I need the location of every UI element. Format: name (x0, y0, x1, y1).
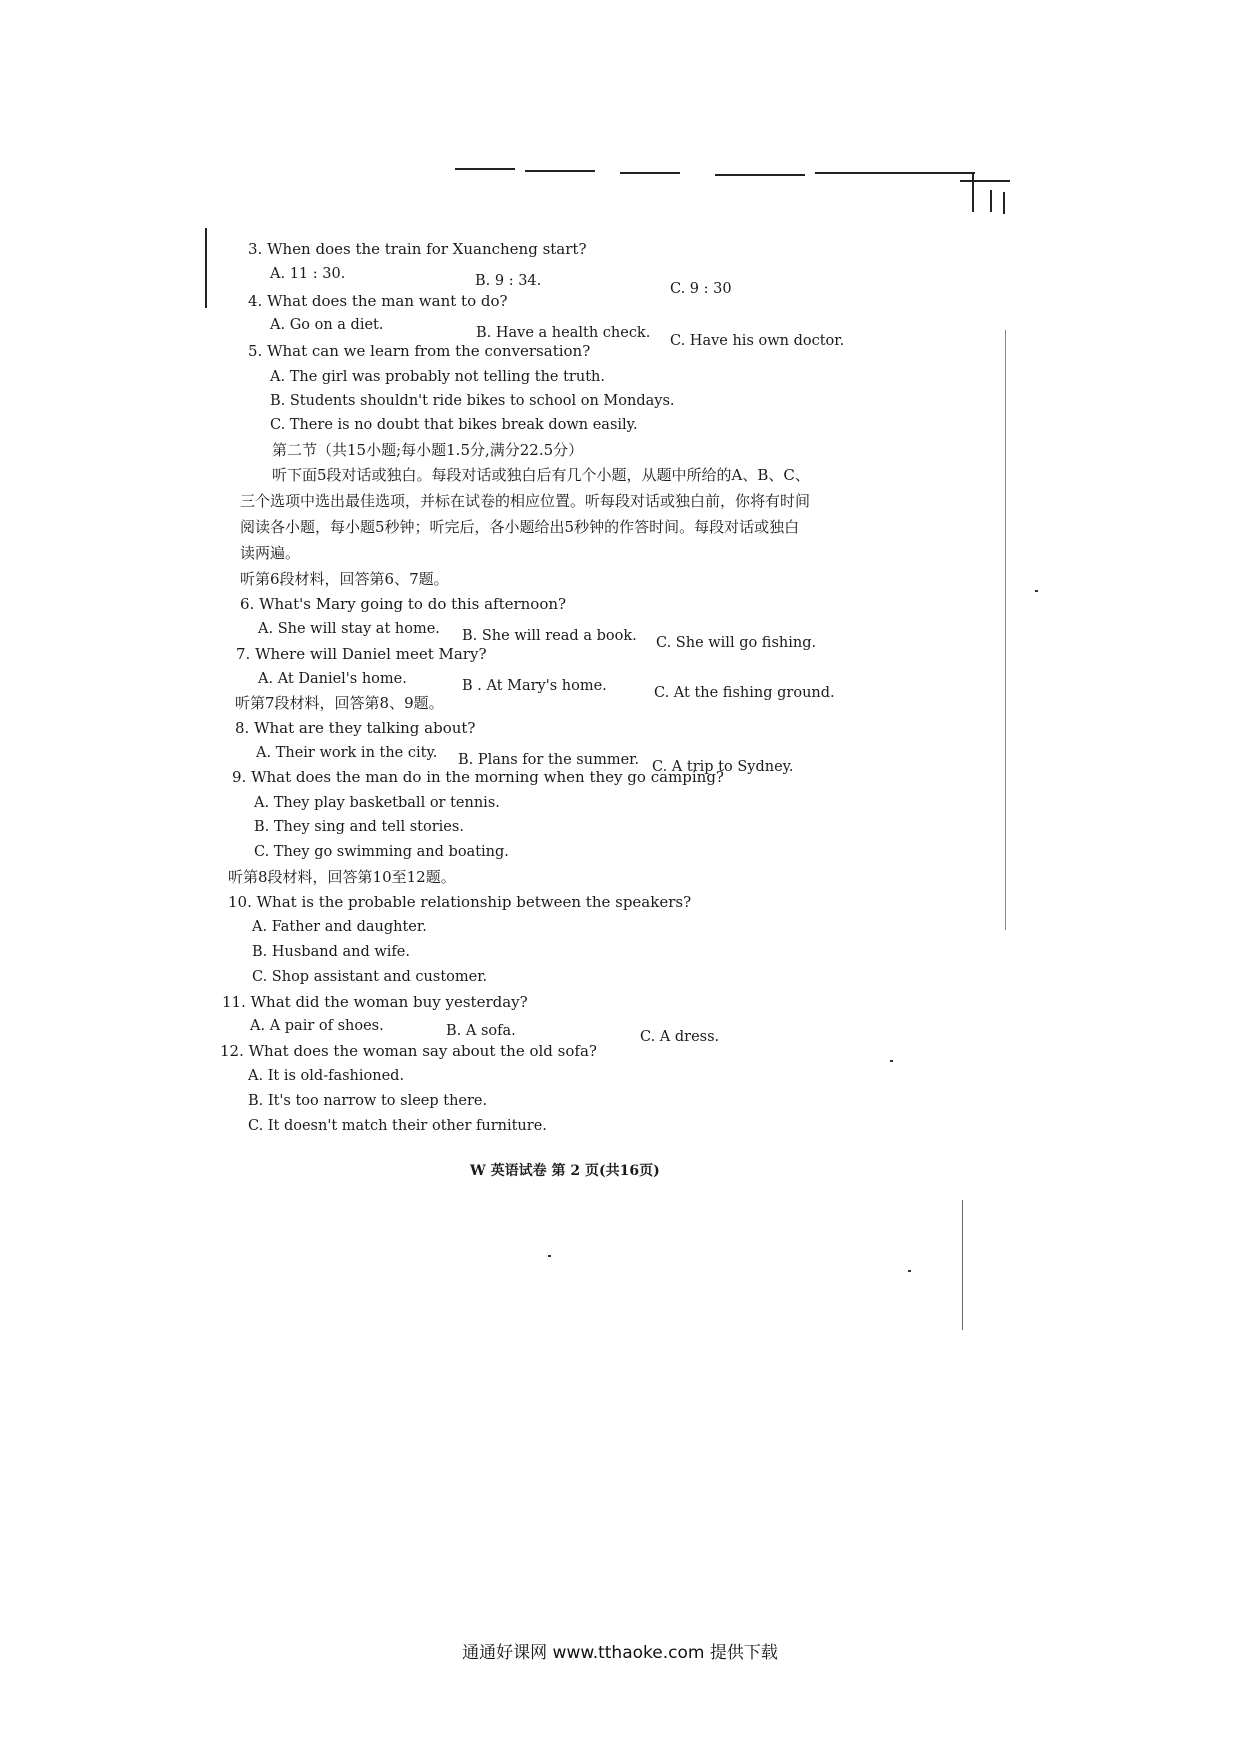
question-6-option-c: C. She will go fishing. (656, 635, 817, 651)
question-9-option-b: B. They sing and tell stories. (254, 819, 464, 835)
question-11-option-b: B. A sofa. (446, 1023, 516, 1039)
question-3-option-c: C. 9 : 30 (670, 281, 732, 297)
question-10-option-b: B. Husband and wife. (252, 944, 410, 960)
question-7-option-c: C. At the fishing ground. (654, 685, 835, 701)
material-7-instruction: 听第7段材料，回答第8、9题。 (235, 694, 444, 712)
site-footer: 通通好课网 www.tthaoke.com 提供下载 (462, 1643, 778, 1663)
material-8-instruction: 听第8段材料，回答第10至12题。 (228, 868, 456, 886)
question-5-option-a: A. The girl was probably not telling the truth. (270, 369, 605, 385)
question-12-option-c: C. It doesn't match their other furniture. (248, 1118, 547, 1134)
question-7: 7. Where will Daniel meet Mary? (236, 645, 487, 663)
section-2-title: 第二节（共15小题;每小题1.5分,满分22.5分） (272, 441, 584, 459)
question-5-option-b: B. Students shouldn't ride bikes to school on Mondays. (270, 393, 675, 409)
question-4-option-c: C. Have his own doctor. (670, 333, 845, 349)
question-8-option-a: A. Their work in the city. (256, 745, 438, 761)
question-3-option-a: A. 11 : 30. (270, 266, 346, 282)
page-footer: W 英语试卷 第 2 页(共16页) (470, 1163, 660, 1179)
question-3-option-b: B. 9 : 34. (475, 273, 542, 289)
question-4-option-b: B. Have a health check. (476, 325, 651, 341)
question-6-option-a: A. She will stay at home. (258, 621, 440, 637)
question-11: 11. What did the woman buy yesterday? (222, 993, 528, 1011)
question-12-option-a: A. It is old-fashioned. (248, 1068, 405, 1084)
question-9-option-a: A. They play basketball or tennis. (254, 795, 500, 811)
question-12: 12. What does the woman say about the old sofa? (220, 1042, 597, 1060)
section-2-instructions-line-4: 读两遍。 (240, 544, 301, 562)
section-2-instructions-line-2: 三个选项中选出最佳选项，并标在试卷的相应位置。听每段对话或独白前，你将有时间 (240, 492, 811, 510)
question-8-option-b: B. Plans for the summer. (458, 752, 640, 768)
question-3: 3. When does the train for Xuancheng start? (248, 240, 587, 258)
section-2-instructions-line-1: 听下面5段对话或独白。每段对话或独白后有几个小题，从题中所给的A、B、C、 (272, 466, 810, 484)
question-12-option-b: B. It's too narrow to sleep there. (248, 1093, 488, 1109)
question-6: 6. What's Mary going to do this afternoon? (240, 595, 567, 613)
question-4-option-a: A. Go on a diet. (270, 317, 384, 333)
question-5: 5. What can we learn from the conversation? (248, 342, 591, 360)
question-10: 10. What is the probable relationship between the speakers? (228, 893, 692, 911)
question-8: 8. What are they talking about? (235, 719, 476, 737)
question-6-option-b: B. She will read a book. (462, 628, 637, 644)
question-5-option-c: C. There is no doubt that bikes break down easily. (270, 417, 638, 433)
section-2-instructions-line-3: 阅读各小题，每小题5秒钟；听完后，各小题给出5秒钟的作答时间。每段对话或独白 (240, 518, 800, 536)
question-10-option-a: A. Father and daughter. (252, 919, 427, 935)
material-6-instruction: 听第6段材料，回答第6、7题。 (240, 570, 449, 588)
question-9: 9. What does the man do in the morning when they go camping? (232, 768, 724, 786)
question-4: 4. What does the man want to do? (248, 292, 508, 310)
question-8-option-c: C. A trip to Sydney. (652, 759, 794, 775)
question-11-option-c: C. A dress. (640, 1029, 720, 1045)
question-11-option-a: A. A pair of shoes. (250, 1018, 384, 1034)
question-7-option-a: A. At Daniel's home. (258, 671, 407, 687)
question-7-option-b: B . At Mary's home. (462, 678, 607, 694)
question-9-option-c: C. They go swimming and boating. (254, 844, 509, 860)
question-10-option-c: C. Shop assistant and customer. (252, 969, 488, 985)
